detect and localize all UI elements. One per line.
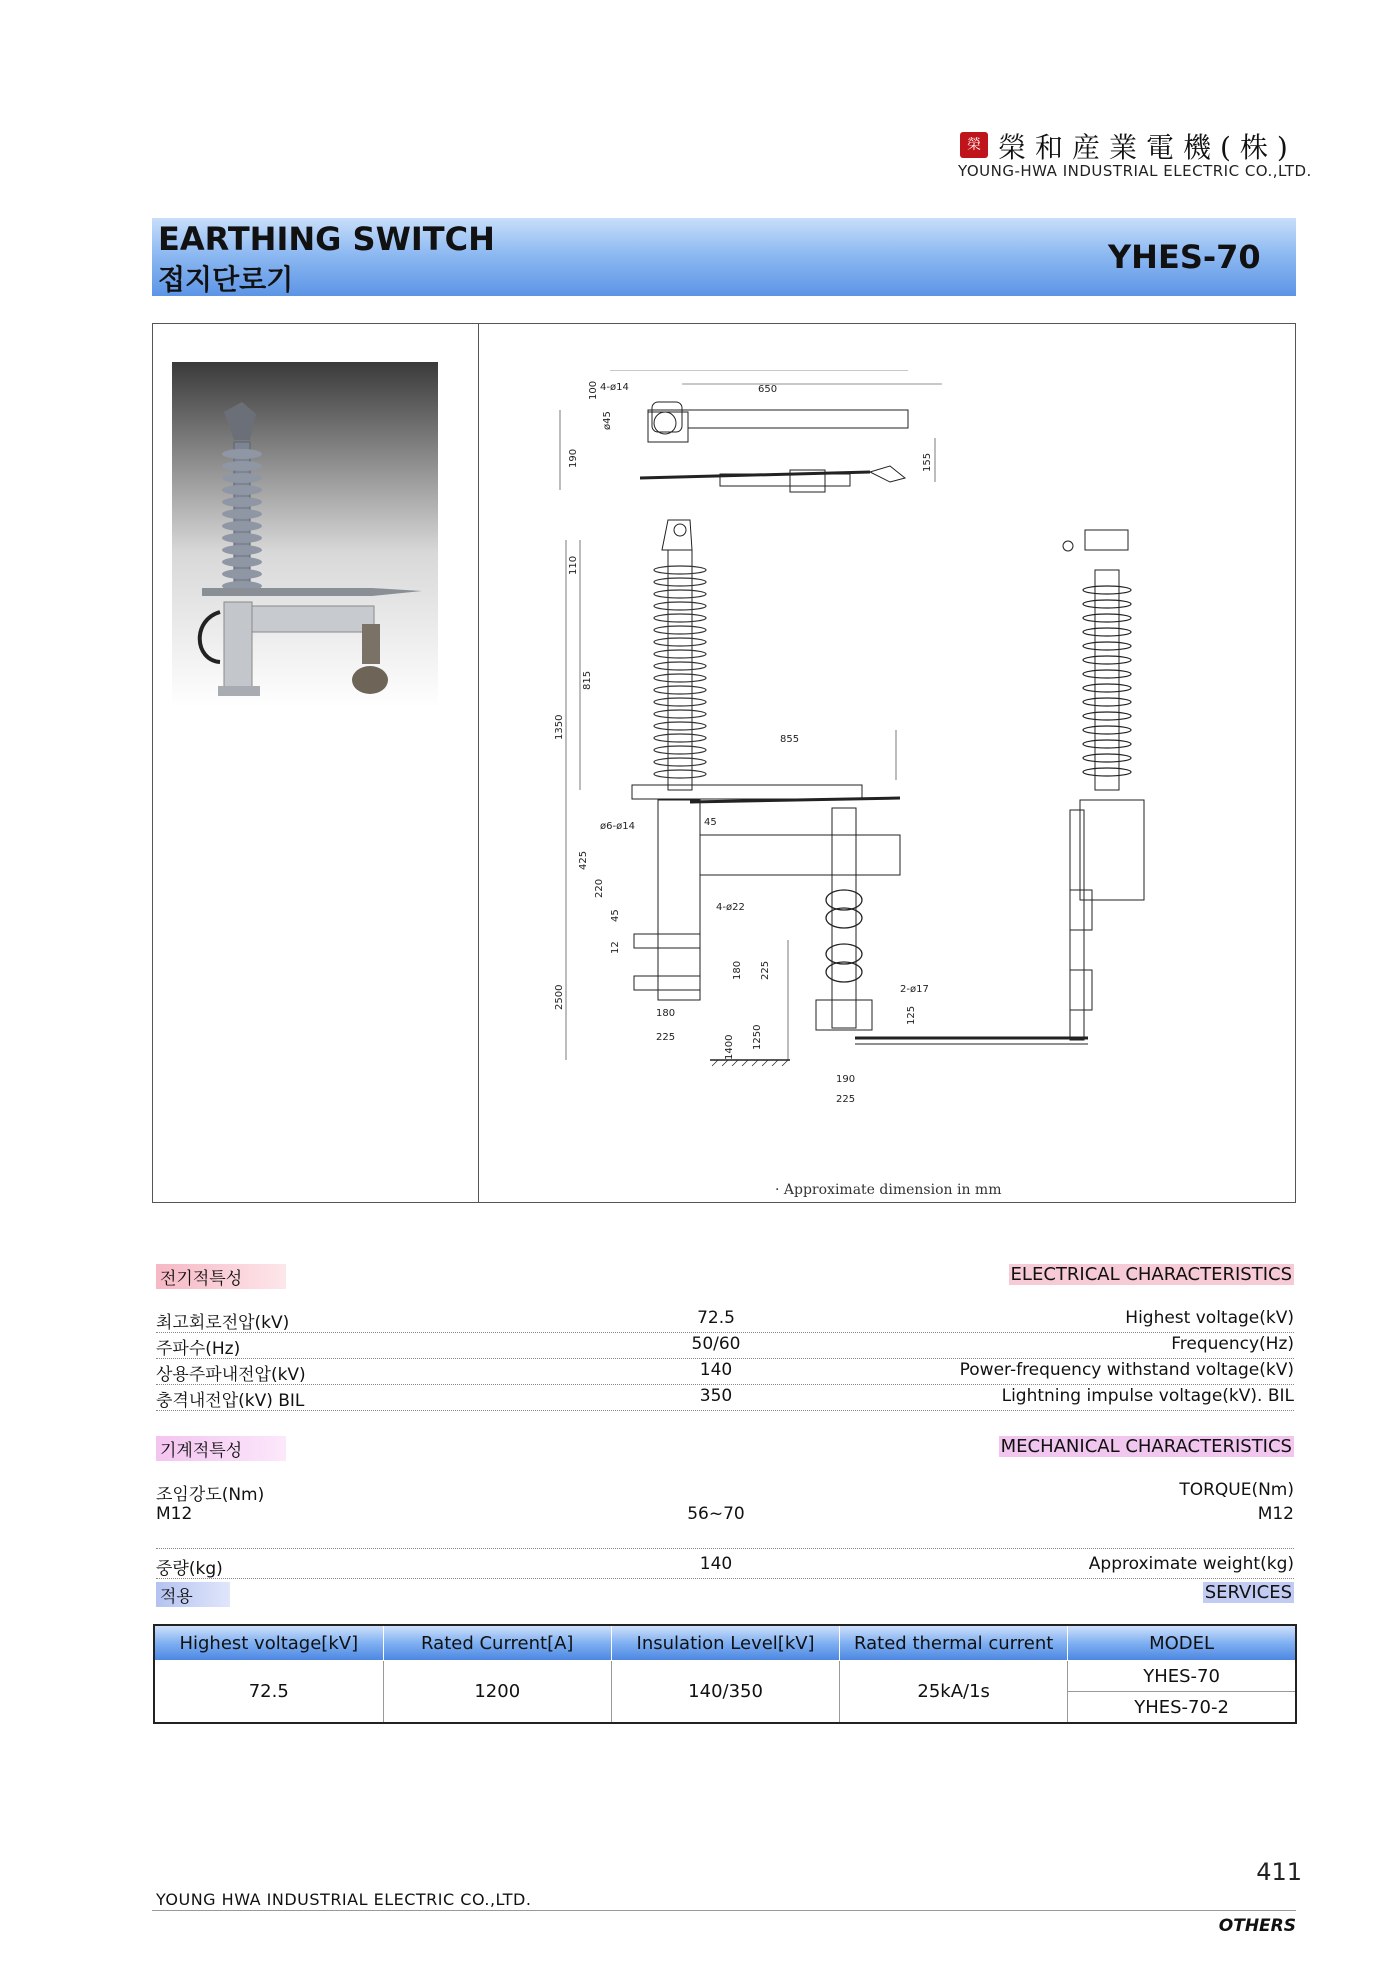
dim-label: 155 (922, 452, 933, 472)
dimension-note: · Approximate dimension in mm (775, 1182, 1002, 1198)
spec-label-en: Power-frequency withstand voltage(kV) (959, 1360, 1294, 1380)
dim-label: 2500 (554, 984, 565, 1010)
dim-label: 225 (656, 1032, 676, 1043)
electrical-section-title-en: ELECTRICAL CHARACTERISTICS (1010, 1264, 1292, 1285)
services-section-title-ko: 적용 (156, 1582, 230, 1607)
footer-company: YOUNG HWA INDUSTRIAL ELECTRIC CO.,LTD. (156, 1890, 532, 1909)
model-title: YHES-70 (1108, 238, 1261, 276)
page-number: 411 (1256, 1858, 1302, 1886)
product-photo (172, 362, 438, 708)
dim-label: 1400 (724, 1034, 735, 1060)
dim-label: 225 (836, 1094, 856, 1105)
weight-row (156, 1554, 1294, 1579)
dim-label: 190 (568, 448, 579, 468)
table-row (154, 1661, 1296, 1692)
footer-divider (152, 1910, 1296, 1911)
torque-label-ko: 조임강도(Nm) (156, 1485, 265, 1505)
spec-label-en: Lightning impulse voltage(kV). BIL (1001, 1386, 1294, 1406)
torque-label-en: TORQUE(Nm) (1179, 1480, 1294, 1500)
figure-divider (478, 323, 479, 1203)
dim-label: ø45 (602, 411, 613, 430)
spec-value: 50/60 (691, 1334, 741, 1354)
product-title-ko: 접지단로기 (158, 263, 294, 296)
dim-label: 815 (582, 670, 593, 690)
spec-label-ko: 주파수(Hz) (156, 1339, 241, 1359)
spec-label-ko: 최고회로전압(kV) (156, 1313, 290, 1333)
dim-label: 855 (780, 734, 800, 745)
dim-label: 2-ø17 (900, 984, 929, 995)
services-section-title-en: SERVICES (1204, 1582, 1292, 1603)
spec-row (156, 1360, 1294, 1385)
dim-label: 180 (732, 960, 743, 980)
table-header-row (154, 1625, 1296, 1661)
spec-label-ko: 상용주파내전압(kV) (156, 1365, 306, 1385)
dim-label: 125 (906, 1005, 917, 1025)
voltage-cell: 72.5 (154, 1661, 383, 1724)
model-cell: YHES-70-2 (1068, 1692, 1296, 1724)
spec-label-en: Highest voltage(kV) (1125, 1308, 1294, 1328)
dim-label: 650 (758, 384, 778, 395)
company-name-en: YOUNG-HWA INDUSTRIAL ELECTRIC CO.,LTD. (958, 162, 1312, 180)
table-header: MODEL (1068, 1625, 1296, 1661)
spec-row (156, 1386, 1294, 1411)
bolt-size-left: M12 (156, 1504, 193, 1524)
table-header: Rated Current[A] (383, 1625, 611, 1661)
dim-label: 12 (610, 941, 621, 954)
dim-label: 45 (704, 817, 717, 828)
dim-label: 225 (760, 960, 771, 980)
bolt-row (156, 1504, 1294, 1528)
divider (156, 1548, 1294, 1549)
dim-label: 4-ø14 (600, 382, 629, 393)
insulation-cell: 140/350 (611, 1661, 839, 1724)
thermal-cell: 25kA/1s (840, 1661, 1068, 1724)
weight-value: 140 (699, 1554, 733, 1574)
dim-label: 100 (588, 380, 599, 400)
dim-label: 4-ø22 (716, 902, 745, 913)
mechanical-section-title-en: MECHANICAL CHARACTERISTICS (1000, 1436, 1292, 1457)
dim-label: ø6-ø14 (600, 821, 635, 832)
company-name-cjk: 榮和産業電機(株) (998, 131, 1297, 164)
dim-label: 110 (568, 555, 579, 575)
electrical-section-title-ko: 전기적특성 (156, 1264, 286, 1289)
torque-row (156, 1480, 1294, 1504)
table-header: Rated thermal current (840, 1625, 1068, 1661)
dim-label: 190 (836, 1074, 856, 1085)
table-header: Insulation Level[kV] (611, 1625, 839, 1661)
product-title-en: EARTHING SWITCH (158, 220, 495, 258)
model-cell: YHES-70 (1068, 1661, 1296, 1692)
dim-label: 1250 (752, 1024, 763, 1050)
dim-label: 1350 (554, 714, 565, 740)
spec-label-ko: 충격내전압(kV) BIL (156, 1391, 305, 1411)
spec-value: 350 (699, 1386, 733, 1406)
current-cell: 1200 (383, 1661, 611, 1724)
company-logo-icon: 榮 (960, 132, 988, 158)
table-header: Highest voltage[kV] (154, 1625, 383, 1661)
spec-label-en: Frequency(Hz) (1171, 1334, 1294, 1354)
weight-label-en: Approximate weight(kg) (1088, 1554, 1294, 1574)
spec-row (156, 1334, 1294, 1359)
weight-label-ko: 중량(kg) (156, 1559, 223, 1579)
spec-value: 140 (699, 1360, 733, 1380)
footer-section-name: OTHERS (1218, 1916, 1296, 1936)
spec-row (156, 1308, 1294, 1333)
mechanical-section-title-ko: 기계적특성 (156, 1436, 286, 1461)
bolt-size-right: M12 (1257, 1504, 1294, 1524)
dim-label: 45 (610, 909, 621, 922)
dim-label: 180 (656, 1008, 676, 1019)
dim-label: 425 (578, 850, 589, 870)
torque-value: 56~70 (687, 1504, 745, 1524)
services-table (153, 1624, 1297, 1724)
dim-label: 220 (594, 878, 605, 898)
dimension-drawing (540, 370, 1280, 1150)
spec-value: 72.5 (697, 1308, 735, 1328)
